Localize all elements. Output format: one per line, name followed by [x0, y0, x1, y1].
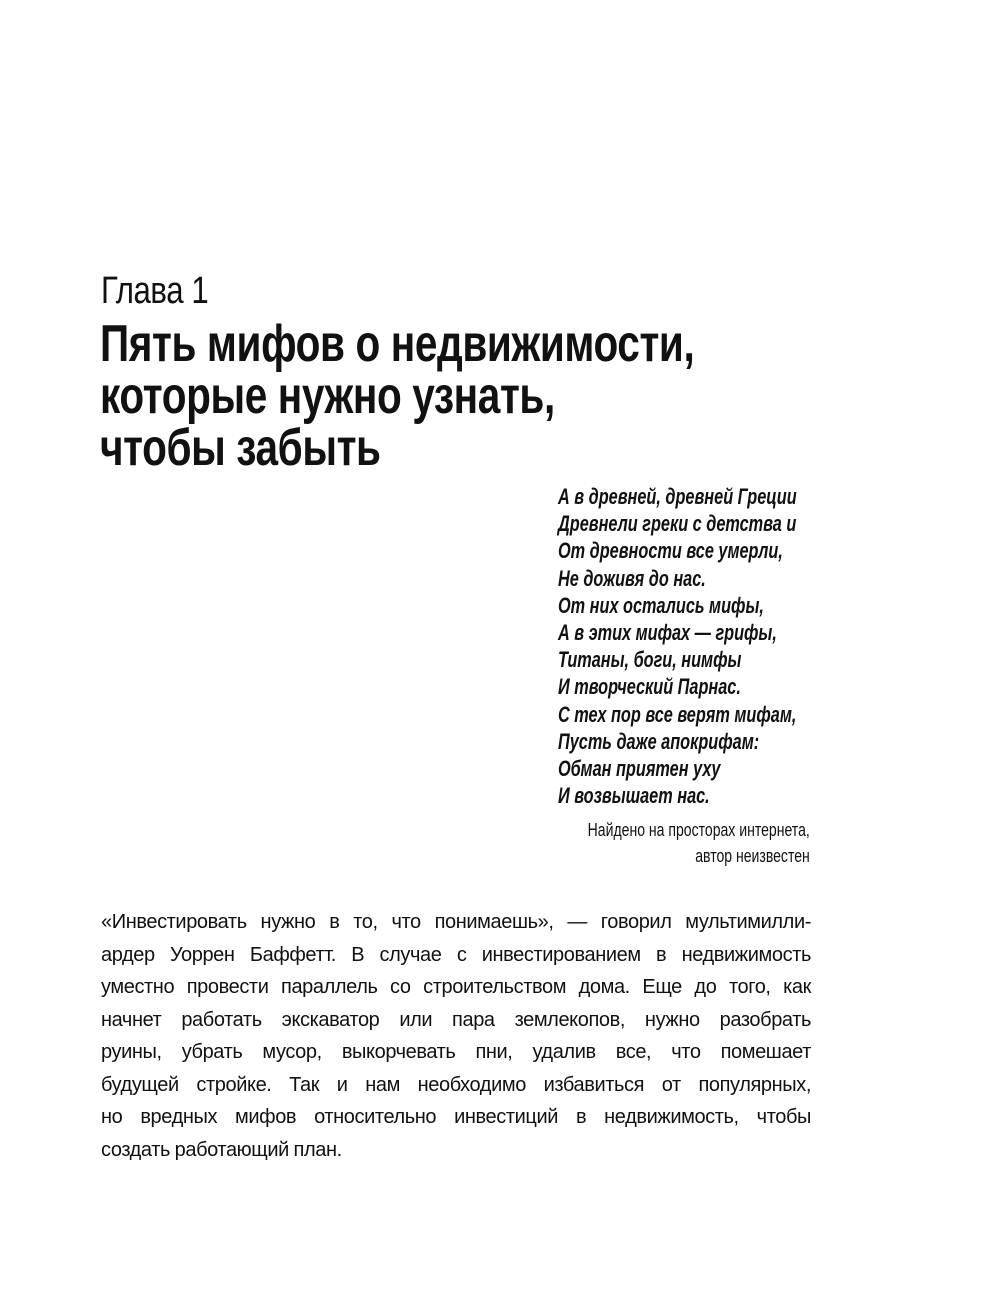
chapter-title-line: которые нужно узнать,	[100, 367, 555, 425]
body-paragraph	[101, 906, 811, 1166]
attribution-line: Найдено на просторах интернета,	[587, 820, 810, 840]
epigraph	[558, 483, 898, 809]
poem-line: От них остались мифы,	[558, 592, 764, 618]
chapter-label: Глава 1	[101, 270, 209, 312]
poem-line: И возвышает нас.	[558, 783, 710, 809]
body-line: будущей стройке. Так и нам необходимо избавиться от популярных,	[101, 1073, 811, 1096]
epigraph-poem	[558, 483, 810, 809]
poem-line: Не доживя до нас.	[558, 565, 706, 591]
chapter-title-line: чтобы забыть	[100, 419, 381, 477]
chapter-title-line: Пять мифов о недвижимости,	[100, 315, 695, 373]
attribution-line: автор неизвестен	[695, 846, 810, 866]
body-line: «Инвестировать нужно в то, что понимаешь», — говорил мультимилли-	[101, 911, 811, 933]
poem-line: С тех пор все верят мифам,	[558, 701, 797, 727]
poem-line: И творческий Парнас.	[558, 674, 741, 700]
body-line: уместно провести параллель со строительством дома. Еще до того, как	[101, 976, 811, 998]
chapter-title	[100, 315, 695, 477]
poem-line: От древности все умерли,	[558, 538, 783, 564]
epigraph-attribution	[525, 817, 810, 869]
body-line: начнет работать экскаватор или пара землекопов, нужно разобрать	[101, 1008, 811, 1031]
body-line: руины, убрать мусор, выкорчевать пни, удалив все, что помешает	[101, 1041, 811, 1063]
poem-line: Древнели греки с детства и	[558, 511, 797, 537]
poem-line: Пусть даже апокрифам:	[558, 728, 760, 754]
poem-line: А в древней, древней Греции	[558, 484, 797, 509]
body-line: но вредных мифов относительно инвестиций в недвижимость, чтобы	[101, 1106, 811, 1128]
poem-line: Титаны, боги, нимфы	[558, 647, 742, 673]
body-line: создать работающий план.	[101, 1138, 342, 1161]
poem-line: А в этих мифах — грифы,	[558, 620, 777, 646]
body-line: ардер Уоррен Баффетт. В случае с инвестированием в недвижимость	[101, 943, 811, 966]
poem-line: Обман приятен уху	[558, 756, 721, 782]
